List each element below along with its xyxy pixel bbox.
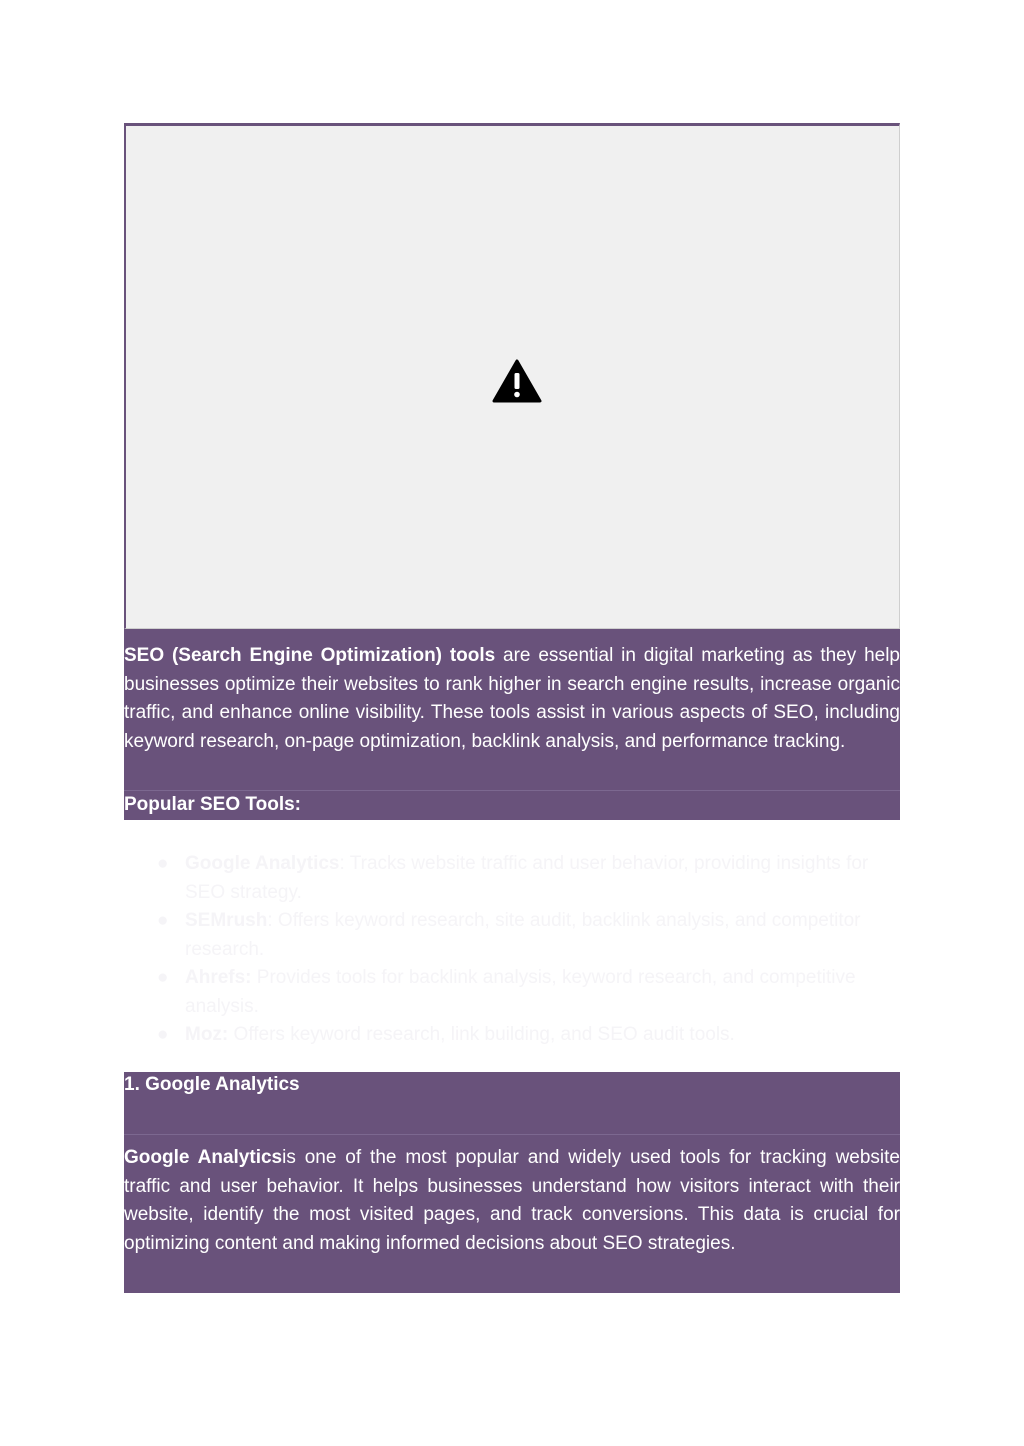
broken-image-placeholder (124, 123, 900, 629)
section-paragraph (124, 1144, 900, 1258)
google-analytics-section (124, 1072, 900, 1293)
tool-name: Ahrefs: (185, 967, 252, 988)
tool-description: Provides tools for backlink analysis, keyword research, and competitive analysis. (185, 967, 856, 1017)
list-item (124, 907, 900, 964)
tool-description: : Tracks website traffic and user behavior, providing insights for SEO strategy. (185, 853, 869, 903)
tool-name: SEMrush (185, 910, 268, 931)
list-item (124, 1021, 900, 1050)
list-item (124, 850, 900, 907)
section-bold-term: Google Analytics (124, 1147, 283, 1168)
intro-bold-term: SEO (Search Engine Optimization) tools (124, 645, 496, 666)
tools-list (124, 850, 900, 1072)
tool-name: Google Analytics (185, 853, 340, 874)
bullet-icon: ● (157, 853, 169, 874)
popular-tools-heading: Popular SEO Tools: (124, 791, 900, 820)
section-body (124, 1135, 900, 1293)
section-text: is one of the most popular and widely used tools for tracking website traffic and user behavior. It helps businesses understand how visitors interact with their website, identify the most visited pages, and track conversions. This data is crucial for optimizing content and making informed decisions about SEO strategies. (124, 1147, 900, 1254)
bullet-icon: ● (157, 967, 169, 988)
warning-icon (492, 359, 542, 403)
bullet-icon: ● (157, 910, 169, 931)
intro-section (124, 629, 900, 791)
tool-description: Offers keyword research, link building, and SEO audit tools. (228, 1024, 735, 1045)
intro-text: are essential in digital marketing as they help businesses optimize their websites to rank higher in search engine results, increase organic traffic, and enhance online visibility. These tools assist in various aspects of SEO, including keyword research, on-page optimization, backlink analysis, and performance tracking. (124, 645, 900, 752)
intro-paragraph (124, 642, 900, 756)
bullet-icon: ● (157, 1024, 169, 1045)
section-title: 1. Google Analytics (124, 1072, 900, 1135)
tool-description: : Offers keyword research, site audit, backlink analysis, and competitor research. (185, 910, 861, 960)
document-page (124, 123, 900, 1293)
tool-name: Moz: (185, 1024, 229, 1045)
list-item (124, 964, 900, 1021)
